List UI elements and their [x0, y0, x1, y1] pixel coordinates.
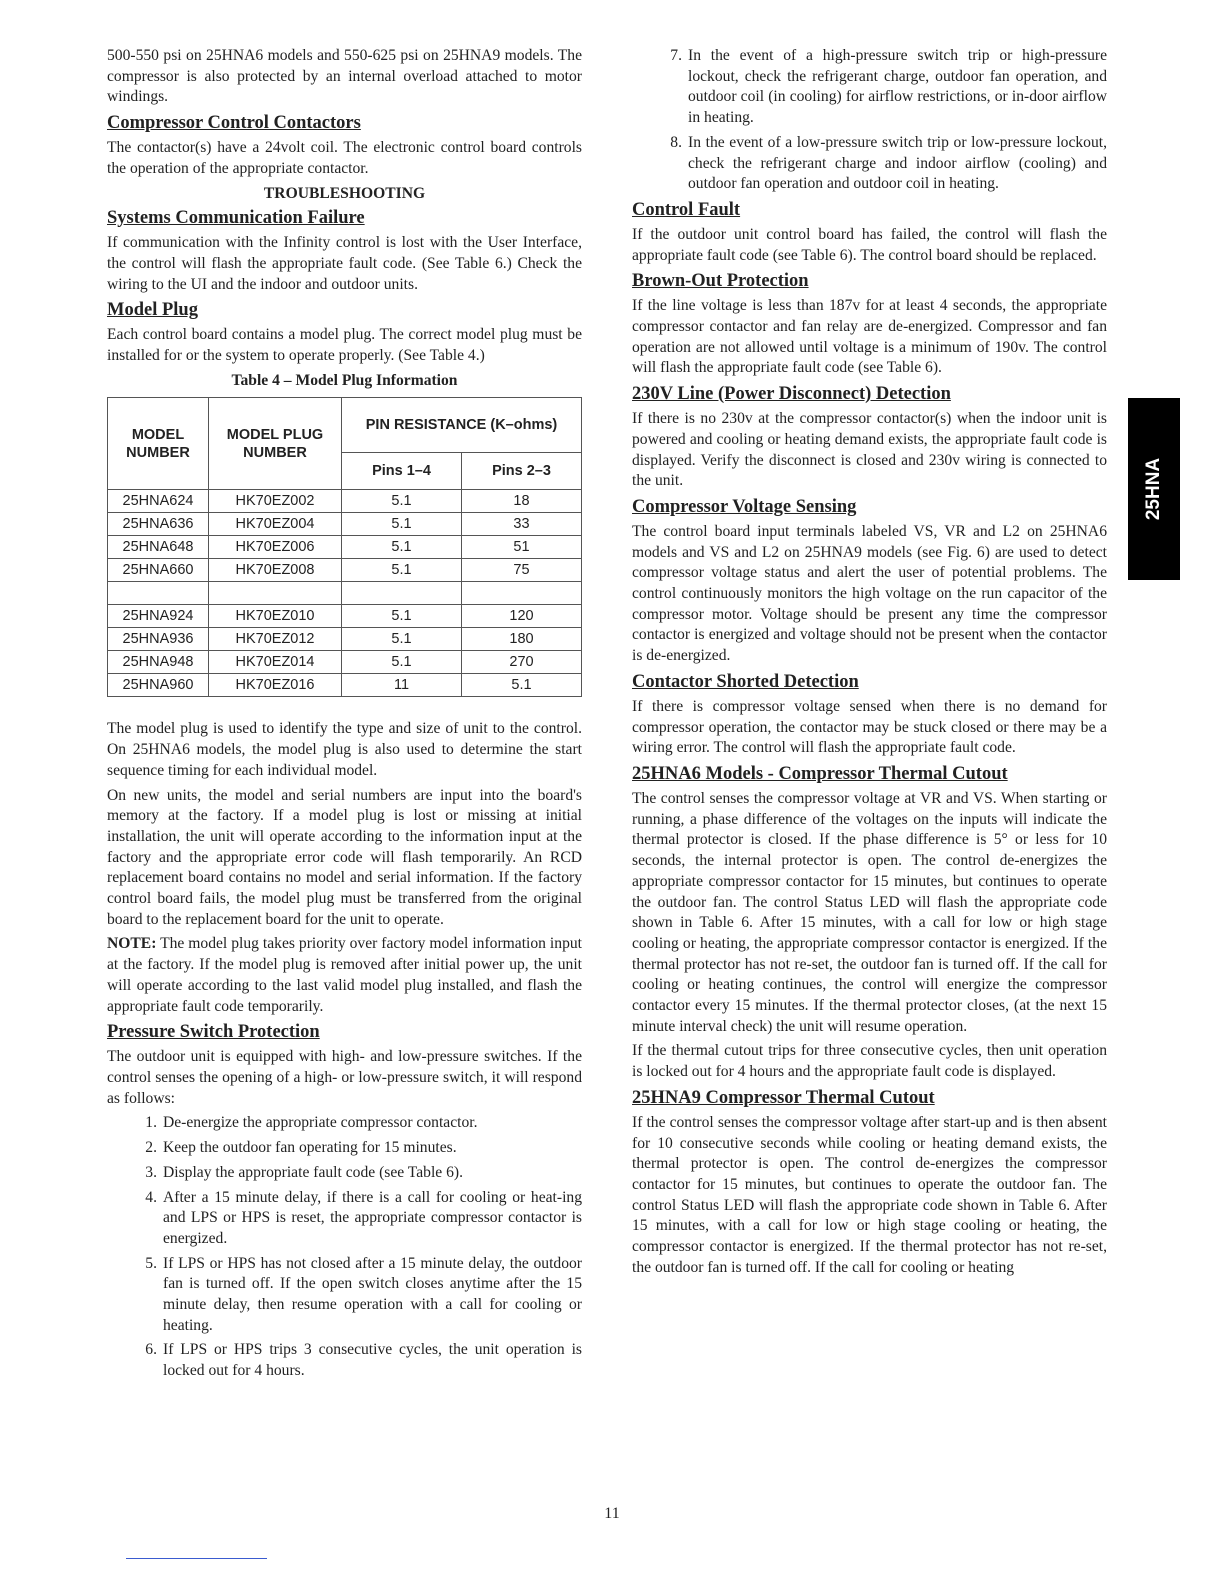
- list-text: If LPS or HPS has not closed after a 15 minute delay, the outdoor fan is turned off. If the open switch closes anytime after the 15 minute delay, then resume operation with a call for cooling or heating.: [163, 1254, 582, 1334]
- section-heading: Contactor Shorted Detection: [632, 671, 859, 692]
- section-heading: Compressor Control Contactors: [107, 113, 361, 134]
- list-text: In the event of a high-pressure switch trip or high-pressure lockout, check the refrigerant charge, outdoor fan operation, and outdoor coil (in cooling) for airflow restrictions, or in-door airflow in heating.: [688, 47, 1107, 127]
- paragraph: If there is no 230v at the compressor contactor(s) when the indoor unit is powered and cooling or heating demand exists, the appropriate fault code is displayed. Verify the disconnect is closed and 230v wiring is connected to the unit.: [632, 410, 1107, 490]
- list-text: In the event of a low-pressure switch trip or low-pressure lockout, check the refrigerant charge and indoor airflow (cooling) and outdoor fan operation and outdoor coil in heating.: [688, 133, 1107, 193]
- paragraph: The model plug is used to identify the type and size of unit to the control. On 25HNA6 models, the model plug is also used to determine the start sequence timing for each individual model.: [107, 720, 582, 779]
- right-column: [632, 46, 1107, 1282]
- list-number: 7.: [670, 47, 682, 64]
- list-item: [107, 1254, 582, 1337]
- list-text: After a 15 minute delay, if there is a call for cooling or heat-ing and LPS or HPS is reset, the appropriate compressor contactor is energized.: [163, 1188, 582, 1247]
- header-model-plug-number: MODEL PLUG NUMBER: [209, 398, 342, 490]
- header-pins-2-3: Pins 2–3: [461, 453, 581, 490]
- list-text: Keep the outdoor fan operating for 15 minutes.: [163, 1139, 457, 1157]
- table-cell: HK70EZ012: [209, 628, 342, 651]
- table-cell: 25HNA636: [108, 513, 209, 536]
- table-cell: 5.1: [461, 674, 581, 697]
- table-cell: 25HNA960: [108, 674, 209, 697]
- table-cell: 25HNA936: [108, 628, 209, 651]
- footer-rule: [126, 1558, 267, 1559]
- list-number: 2.: [145, 1139, 157, 1157]
- table-cell: 5.1: [342, 605, 462, 628]
- list-text: De-energize the appropriate compressor contactor.: [163, 1114, 478, 1132]
- list-number: 6.: [145, 1341, 157, 1359]
- list-item: [107, 1113, 582, 1134]
- paragraph: The outdoor unit is equipped with high- and low-pressure switches. If the control senses the opening of a high- or low-pressure switch, it will respond as follows:: [107, 1048, 582, 1107]
- table-row: [108, 582, 582, 605]
- list-item: [107, 1188, 582, 1250]
- left-column: [107, 46, 582, 1386]
- table-cell: [461, 582, 581, 605]
- table-cell: [209, 582, 342, 605]
- table-cell: 25HNA660: [108, 559, 209, 582]
- header-pins-1-4: Pins 1–4: [342, 453, 462, 490]
- section-heading: 25HNA9 Compressor Thermal Cutout: [632, 1087, 935, 1108]
- table-cell: HK70EZ016: [209, 674, 342, 697]
- table-cell: HK70EZ002: [209, 490, 342, 513]
- note-paragraph: [107, 934, 582, 1017]
- section-heading: Control Fault: [632, 199, 741, 220]
- list-item: [632, 133, 1107, 195]
- list-text: If LPS or HPS trips 3 consecutive cycles, the unit operation is locked out for 4 hours.: [163, 1341, 582, 1380]
- table-cell: 25HNA624: [108, 490, 209, 513]
- list-item: [632, 46, 1107, 129]
- table-row: [108, 513, 582, 536]
- paragraph: If the control senses the compressor voltage after start-up and is then absent for 10 consecutive seconds while cooling or heating demand exists, the thermal protector is open. The control de-energizes the compressor contactor for 15 minutes, but continues to operate the outdoor fan. The control Status LED will flash the appropriate code shown in Table 6. After 15 minutes, with a call for low or high stage cooling or heating, the compressor contactor is energized. If the thermal protector has not re-set, the outdoor fan is turned off. If the call for cooling or heating: [632, 1113, 1107, 1276]
- section-heading: Compressor Voltage Sensing: [632, 496, 857, 517]
- table-header-row: [108, 398, 582, 453]
- list-number: 4.: [145, 1188, 157, 1206]
- list-item: [107, 1138, 582, 1159]
- section-heading: 25HNA6 Models - Compressor Thermal Cutout: [632, 763, 1008, 784]
- table-cell: 5.1: [342, 628, 462, 651]
- table-cell: 120: [461, 605, 581, 628]
- page-number: 11: [604, 1505, 620, 1522]
- table-cell: 75: [461, 559, 581, 582]
- section-heading: Brown-Out Protection: [632, 271, 809, 292]
- table-row: [108, 628, 582, 651]
- table-cell: 270: [461, 651, 581, 674]
- table-cell: HK70EZ006: [209, 536, 342, 559]
- paragraph: 500-550 psi on 25HNA6 models and 550-625 psi on 25HNA9 models. The compressor is also protected by an internal overload attached to motor windings.: [107, 47, 582, 106]
- table-cell: [108, 582, 209, 605]
- section-heading: Model Plug: [107, 300, 198, 321]
- table-cell: 180: [461, 628, 581, 651]
- table-cell: 5.1: [342, 536, 462, 559]
- table-cell: HK70EZ004: [209, 513, 342, 536]
- list-number: 3.: [145, 1163, 157, 1181]
- paragraph: The control board input terminals labeled VS, VR and L2 on 25HNA6 models and VS and L2 on 25HNA9 models (see Fig. 6) are used to detect compressor voltage status and alert the user of potential problems. The control continuously monitors the high voltage on the run capacitor of the compressor motor. Voltage should be present any time the compressor contactor is energized and voltage should not be present when the contactor is de-energized.: [632, 522, 1107, 665]
- table-row: [108, 651, 582, 674]
- table-cell: HK70EZ014: [209, 651, 342, 674]
- paragraph: On new units, the model and serial numbers are input into the board's memory at the factory. If a model plug is lost or missing at initial installation, the unit will operate according to the information input at the factory and the appropriate error code will flash temporarily. An RCD replacement board contains no model and serial information. If the factory control board fails, the model plug must be transferred from the original board to the replacement board for the unit to operate.: [107, 786, 582, 928]
- paragraph: The contactor(s) have a 24volt coil. The electronic control board controls the operation of the appropriate contactor.: [107, 139, 582, 177]
- paragraph: If the outdoor unit control board has failed, the control will flash the appropriate fault code (see Table 6). The control board should be replaced.: [632, 225, 1107, 264]
- table-cell: 5.1: [342, 513, 462, 536]
- table-cell: 25HNA924: [108, 605, 209, 628]
- paragraph: If there is compressor voltage sensed when there is no demand for compressor operation, the contactor may be stuck closed or there may be a wiring error. The control will flash the appropriate fault code.: [632, 697, 1107, 757]
- note-label: NOTE:: [107, 935, 157, 953]
- table-cell: HK70EZ010: [209, 605, 342, 628]
- paragraph: If the thermal cutout trips for three consecutive cycles, then unit operation is locked out for 4 hours and the appropriate fault code is displayed.: [632, 1042, 1107, 1081]
- table-cell: 11: [342, 674, 462, 697]
- table-cell: HK70EZ008: [209, 559, 342, 582]
- list-number: 1.: [145, 1114, 157, 1132]
- paragraph: If communication with the Infinity control is lost with the User Interface, the control will flash the appropriate fault code. (See Table 6.) Check the wiring to the UI and the indoor and outdoor units.: [107, 234, 582, 293]
- table-cell: [342, 582, 462, 605]
- table-cell: 25HNA948: [108, 651, 209, 674]
- section-tab-label: 25HNA: [1143, 457, 1164, 521]
- table-cell: 51: [461, 536, 581, 559]
- table-cell: 18: [461, 490, 581, 513]
- table-row: [108, 536, 582, 559]
- table-caption: Table 4 – Model Plug Information: [231, 371, 458, 389]
- list-text: Display the appropriate fault code (see Table 6).: [163, 1163, 463, 1181]
- list-number: 5.: [145, 1254, 157, 1272]
- paragraph: If the line voltage is less than 187v for at least 4 seconds, the appropriate compressor contactor and fan relay are de-energized. Compressor and fan operation are not allowed until voltage is a minimum of 190v. The control will flash the appropriate fault code (see Table 6).: [632, 297, 1107, 377]
- section-heading: Pressure Switch Protection: [107, 1022, 320, 1043]
- list-number: 8.: [670, 133, 682, 151]
- table-cell: 5.1: [342, 651, 462, 674]
- table-row: [108, 605, 582, 628]
- list-item: [107, 1340, 582, 1381]
- section-heading: 230V Line (Power Disconnect) Detection: [632, 384, 951, 405]
- paragraph: The control senses the compressor voltage at VR and VS. When starting or running, a phase difference of the voltages on the inputs will indicate the thermal protector is closed. If the phase difference is 5° or less for 10 seconds, the internal protector is open. The control de-energizes the appropriate compressor contactor for 15 minutes, but continues to operate the outdoor fan. The control Status LED will flash the appropriate code shown in Table 6. After 15 minutes, with a call for low or high stage cooling or heating, the appropriate compressor contactor is energized. If the thermal protector has not re-set, the outdoor fan is turned off. If the call for cooling or heating continues, the control will energize the compressor contactor every 15 minutes. If the thermal protector closes, (at the next 15 minute interval check) the unit will resume operation.: [632, 789, 1107, 1035]
- major-heading: TROUBLESHOOTING: [263, 184, 426, 202]
- table-cell: 33: [461, 513, 581, 536]
- table-row: [108, 490, 582, 513]
- table-cell: 5.1: [342, 490, 462, 513]
- paragraph: Each control board contains a model plug. The correct model plug must be installed for or the system to operate properly. (See Table 4.): [107, 326, 582, 365]
- note-text: The model plug takes priority over factory model information input at the factory. If the model plug is removed after initial power up, the unit will operate according to the last valid model plug installed, and flash the appropriate fault code temporarily.: [107, 935, 582, 1015]
- header-pin-resistance: PIN RESISTANCE (K–ohms): [342, 398, 582, 453]
- table-row: [108, 559, 582, 582]
- table-cell: 25HNA648: [108, 536, 209, 559]
- table-row: [108, 674, 582, 697]
- section-tab: [1128, 398, 1180, 580]
- header-model-number: MODEL NUMBER: [108, 398, 209, 490]
- list-item: [107, 1163, 582, 1184]
- table-cell: 5.1: [342, 559, 462, 582]
- model-plug-table: [107, 397, 582, 697]
- section-heading: Systems Communication Failure: [107, 208, 365, 229]
